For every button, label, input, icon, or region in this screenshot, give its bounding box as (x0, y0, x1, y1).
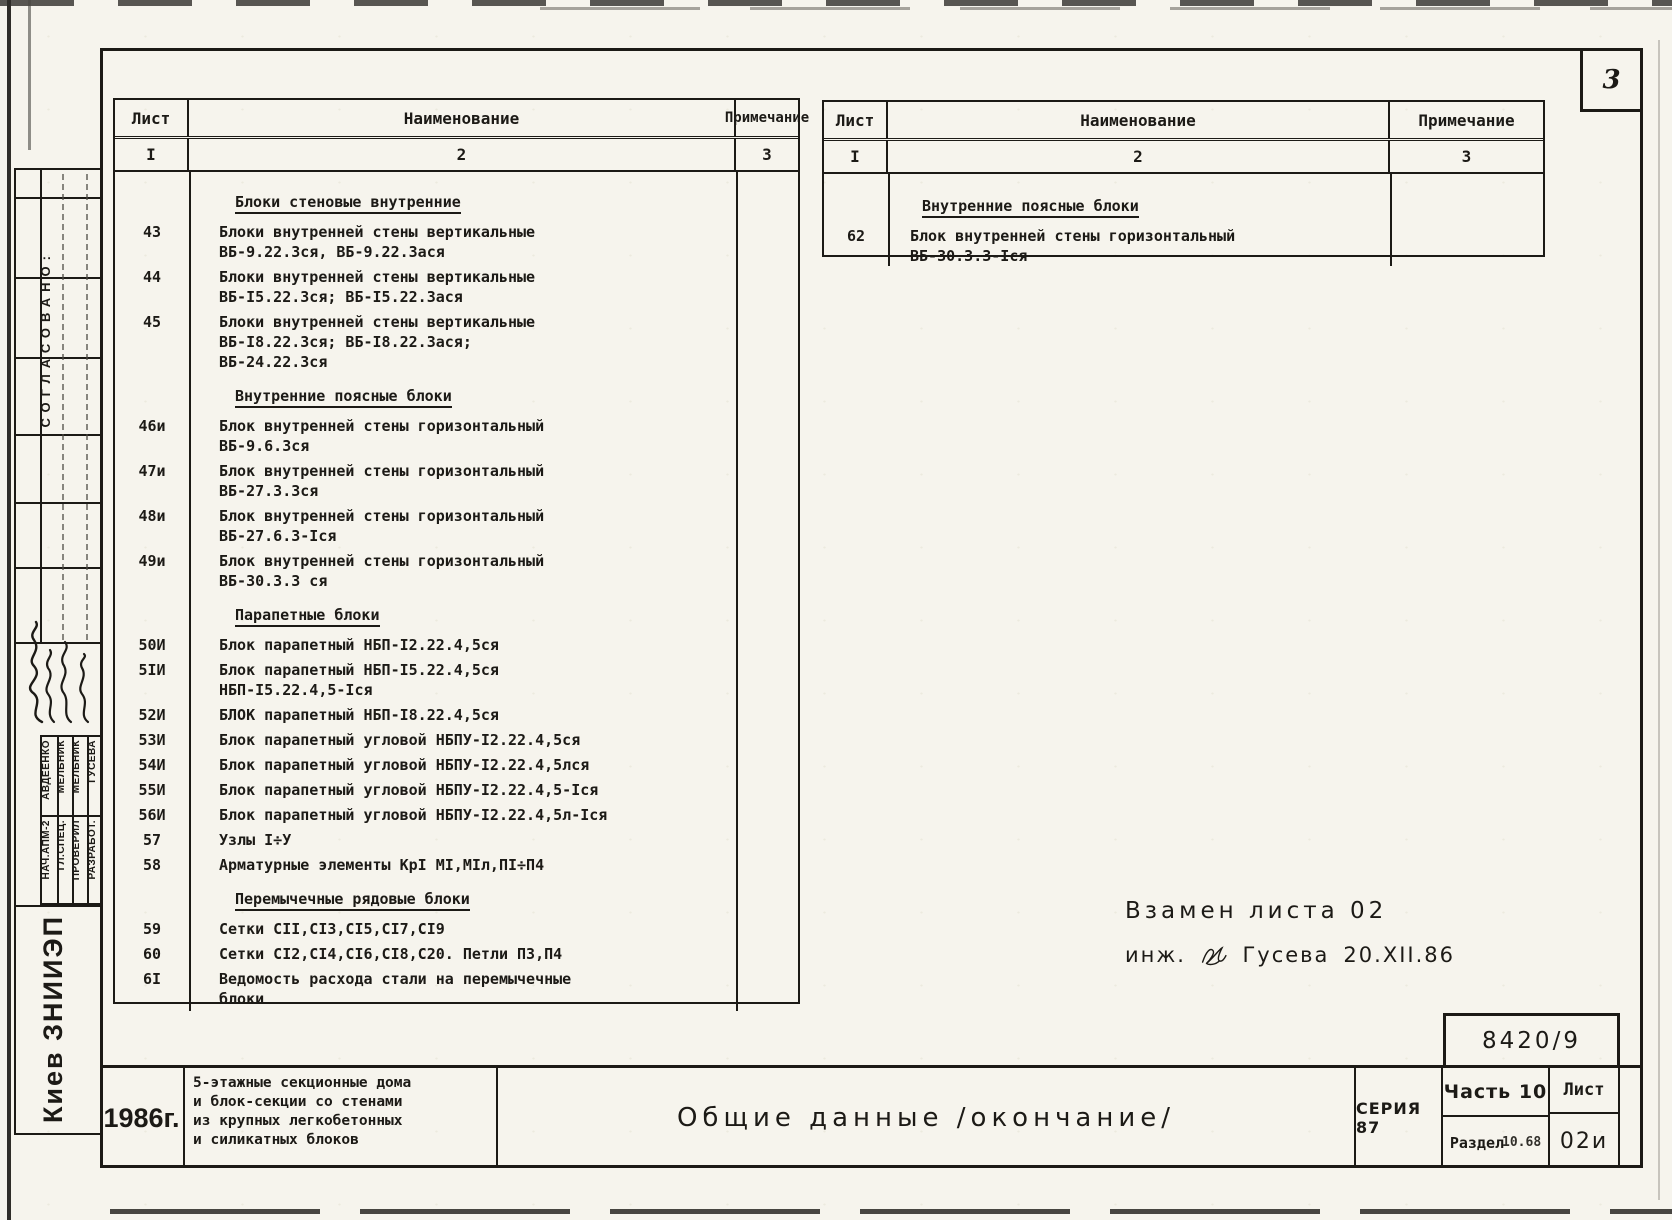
project-description-cell (185, 1068, 498, 1168)
item-name-line: Блок парапетный угловой НБПУ-I2.22.4,5л-Iся (219, 806, 608, 824)
colnum-2: 2 (888, 141, 1390, 172)
engineer-signature-scribble-icon (1200, 938, 1228, 972)
razdel-value: 10.68 (1502, 1135, 1542, 1150)
drawing-title: Общие данные /окончание/ (498, 1068, 1356, 1168)
item-name-line: Блок внутренней стены горизонтальный (219, 462, 545, 480)
item-name-line: БЛОК парапетный НБП-I8.22.4,5ся (219, 706, 499, 724)
sheet-number: 52И (138, 706, 166, 724)
item-name-line: Арматурные элементы КрI МI,МIл,ПI÷П4 (219, 856, 545, 874)
right-table-header (824, 102, 1543, 141)
right-contents-table (822, 100, 1545, 265)
section-heading (189, 889, 736, 909)
item-name (189, 506, 736, 546)
table-row (115, 551, 798, 591)
sheet-number: 60 (142, 945, 162, 963)
engineer-name: Гусева (1242, 943, 1330, 967)
item-name (189, 969, 736, 1009)
replacement-note-line1: Взамен листа 02 (1125, 898, 1388, 924)
sheet-number: 45 (142, 313, 162, 331)
item-name-line: ВБ-30.3.3 ся (219, 572, 328, 590)
sheet-number: 48и (138, 507, 166, 525)
left-table-column-numbers (115, 139, 798, 172)
year-cell: 1986г. (100, 1068, 185, 1168)
table-row (115, 830, 798, 850)
replacement-note-line2 (1125, 938, 1455, 972)
item-name-line: ВБ-27.6.3-Iся (219, 527, 337, 545)
item-name (189, 461, 736, 501)
item-name-line: Ведомость расхода стали на перемычечные (219, 970, 572, 988)
project-description-line: и блок-секции со стенами (193, 1094, 403, 1110)
sheet-number: 43 (142, 223, 162, 241)
part-label: Часть 10 (1443, 1068, 1548, 1117)
section-heading-row (115, 192, 798, 212)
item-name-line: Блок парапетный угловой НБПУ-I2.22.4,5-Iся (219, 781, 599, 799)
item-name-line: ВБ-9.22.3ся, ВБ-9.22.3ася (219, 243, 445, 261)
signature-scribble-icon (58, 640, 74, 726)
engineer-prefix: инж. (1125, 943, 1186, 967)
sheet-label: Лист (1550, 1068, 1618, 1114)
item-name-line: Блок парапетный угловой НБПУ-I2.22.4,5ся (219, 731, 581, 749)
sheet-page-number: 3 (1602, 65, 1621, 95)
left-table-header (115, 100, 810, 139)
sheet-number: 47и (138, 462, 166, 480)
colnum-2: 2 (189, 139, 736, 170)
scan-edge-right (1658, 40, 1660, 1200)
section-heading-text: Внутренние поясные блоки (922, 197, 1139, 218)
sheet-number: 56И (138, 806, 166, 824)
right-table-body (824, 174, 1543, 266)
header-note: Примечание (1418, 110, 1515, 130)
agreed-label: СОГЛАСОВАНО: (38, 250, 53, 428)
sheet-number (115, 192, 189, 212)
sheet-number: 62 (846, 227, 866, 245)
header-note: Примечание (724, 110, 810, 126)
sheet-number: 6I (142, 970, 162, 988)
header-name: Наименование (189, 100, 736, 136)
table-row (115, 730, 798, 750)
sheet-number: 49и (138, 552, 166, 570)
colnum-3: 3 (762, 145, 772, 164)
item-name (189, 705, 736, 725)
item-name (189, 551, 736, 591)
part-razdel-cell (1443, 1068, 1550, 1168)
item-name-line: блоки (219, 990, 265, 1008)
table-row (115, 312, 798, 372)
table-row (115, 506, 798, 546)
project-description-line: из крупных легкобетонных (193, 1113, 403, 1129)
item-name-line: Сетки СI2,СI4,СI6,СI8,С20. Петли П3,П4 (219, 945, 563, 963)
scan-edge-top-secondary (540, 7, 1672, 10)
section-heading-text: Блоки стеновые внутренние (235, 193, 461, 214)
item-name-line: ВБ-30.3.3-Iся (910, 247, 1028, 265)
header-name: Наименование (888, 102, 1390, 138)
right-table-vline2 (1390, 174, 1392, 266)
signatory-role: РАЗРАБОТ. (87, 820, 98, 880)
sheet-number: 5IИ (138, 661, 166, 679)
section-heading-row (115, 889, 798, 909)
strip-dashed-rule (86, 174, 88, 640)
title-block (100, 1065, 1643, 1168)
header-sheet: Лист (115, 100, 189, 136)
table-row (115, 919, 798, 939)
item-name (189, 919, 736, 939)
scan-edge-left-secondary (28, 0, 31, 150)
left-table-vline1 (189, 172, 191, 1011)
strip-dashed-rule (62, 174, 64, 640)
section-heading-text: Перемычечные рядовые блоки (235, 890, 470, 911)
colnum-1: I (115, 139, 189, 170)
signatory-table-divider (42, 815, 100, 817)
item-name-line: Блок внутренней стены горизонтальный (219, 552, 545, 570)
right-table-vline1 (888, 174, 890, 266)
replacement-date: 20.XII.86 (1343, 943, 1455, 967)
organization-name: Киев ЗНИИЭП (38, 915, 68, 1124)
sheet-number: 54И (138, 756, 166, 774)
item-name-line: ВБ-27.3.3ся (219, 482, 319, 500)
sheet-number: 57 (142, 831, 162, 849)
signature-scribble-icon (74, 652, 92, 726)
left-contents-table (113, 98, 810, 1008)
item-name (189, 944, 736, 964)
signatory-name: ГУСЕВА (87, 740, 98, 783)
table-row (115, 855, 798, 875)
table-row (115, 461, 798, 501)
item-name (189, 312, 736, 372)
item-name (189, 660, 736, 700)
section-heading (189, 192, 736, 212)
item-name (189, 635, 736, 655)
signatory-name: АВДЕЕНКО (41, 740, 52, 800)
project-description-line: 5-этажные секционные дома (193, 1075, 412, 1091)
razdel-row (1443, 1117, 1548, 1168)
item-name-line: НБП-I5.22.4,5-Iся (219, 681, 373, 699)
sheet-number: 58 (142, 856, 162, 874)
sheet-value: 02и (1559, 1128, 1609, 1154)
section-heading-text: Внутренние поясные блоки (235, 387, 452, 408)
item-name-line: Блок внутренней стены горизонтальный (910, 227, 1236, 245)
left-margin-strip (14, 168, 102, 1135)
sheet-number: 53И (138, 731, 166, 749)
item-name-line: Блоки внутренней стены вертикальные (219, 268, 536, 286)
razdel-label: Раздел (1449, 1133, 1505, 1152)
item-name-line: Блоки внутренней стены вертикальные (219, 223, 536, 241)
replacement-note (1125, 898, 1455, 972)
table-row (115, 805, 798, 825)
item-name (189, 222, 736, 262)
section-heading-row (115, 605, 798, 625)
item-name (189, 805, 736, 825)
item-name (888, 226, 1390, 266)
right-table-column-numbers (824, 141, 1543, 174)
table-row (115, 755, 798, 775)
signatory-role: ПРОВЕРИЛ (71, 820, 82, 881)
section-heading-row (115, 386, 798, 406)
project-description-line: и силикатных блоков (193, 1132, 359, 1148)
left-table-body (115, 172, 798, 1011)
header-sheet: Лист (824, 102, 888, 138)
sheet-number (115, 889, 189, 909)
item-name-line: Блок парапетный НБП-I5.22.4,5ся (219, 661, 499, 679)
organization-box (16, 905, 102, 1135)
table-row (824, 226, 1543, 266)
signature-scribble-icon (42, 648, 58, 726)
sheet-number: 44 (142, 268, 162, 286)
colnum-1: I (824, 141, 888, 172)
item-name (189, 730, 736, 750)
item-name-line: Блок внутренней стены горизонтальный (219, 507, 545, 525)
item-name-line: Блок внутренней стены горизонтальный (219, 417, 545, 435)
document-number-box (1443, 1013, 1620, 1068)
table-row (115, 969, 798, 1009)
section-heading (189, 605, 736, 625)
item-name (189, 780, 736, 800)
colnum-3: 3 (1461, 147, 1472, 166)
item-name (189, 416, 736, 456)
item-name-line: ВБ-24.22.3ся (219, 353, 328, 371)
item-name-line: Блок парапетный угловой НБПУ-I2.22.4,5лся (219, 756, 590, 774)
sheet-number: 50И (138, 636, 166, 654)
signatory-role: НАЧ.АПМ-2 (41, 820, 52, 880)
sheet-page-number-box (1580, 48, 1643, 112)
signatory-role: ГЛ.СПЕЦ. (56, 820, 67, 871)
item-name (189, 830, 736, 850)
sheet-number (115, 605, 189, 625)
item-name-line: ВБ-9.6.3ся (219, 437, 310, 455)
table-row (115, 944, 798, 964)
section-heading-text: Парапетные блоки (235, 606, 380, 627)
sheet-number: 59 (142, 920, 162, 938)
item-name-line: Блоки внутренней стены вертикальные (219, 313, 536, 331)
sheet-number (824, 196, 888, 216)
left-table-vline2 (736, 172, 738, 1011)
title-block-end-pad (1620, 1068, 1643, 1168)
item-name-line: ВБ-I8.22.3ся; ВБ-I8.22.3ася; (219, 333, 472, 351)
table-row (115, 267, 798, 307)
series-cell: СЕРИЯ 87 (1356, 1068, 1443, 1168)
table-row (115, 416, 798, 456)
signatory-name: МЕЛЬНИК (71, 740, 82, 794)
sheet-number: 55И (138, 781, 166, 799)
item-name (189, 267, 736, 307)
item-name-line: Сетки СII,СI3,СI5,СI7,СI9 (219, 920, 445, 938)
item-name-line: Блок парапетный НБП-I2.22.4,5ся (219, 636, 499, 654)
sheet-number-cell (1550, 1068, 1620, 1168)
document-number: 8420/9 (1482, 1027, 1581, 1054)
table-row (115, 660, 798, 700)
section-heading (189, 386, 736, 406)
item-name-line: Узлы I÷У (219, 831, 292, 849)
table-row (115, 222, 798, 262)
scan-edge-left (7, 0, 11, 1220)
table-row (115, 705, 798, 725)
item-name (189, 755, 736, 775)
signatory-name: МЕЛЬНИК (56, 740, 67, 794)
scan-edge-bottom (110, 1209, 1672, 1214)
table-row (115, 635, 798, 655)
sheet-number: 46и (138, 417, 166, 435)
table-row (115, 780, 798, 800)
section-heading-row (824, 196, 1543, 216)
section-heading (888, 196, 1390, 216)
sheet-number (115, 386, 189, 406)
scan-edge-top (0, 0, 1672, 6)
item-name (189, 855, 736, 875)
item-name-line: ВБ-I5.22.3ся; ВБ-I5.22.3ася (219, 288, 463, 306)
